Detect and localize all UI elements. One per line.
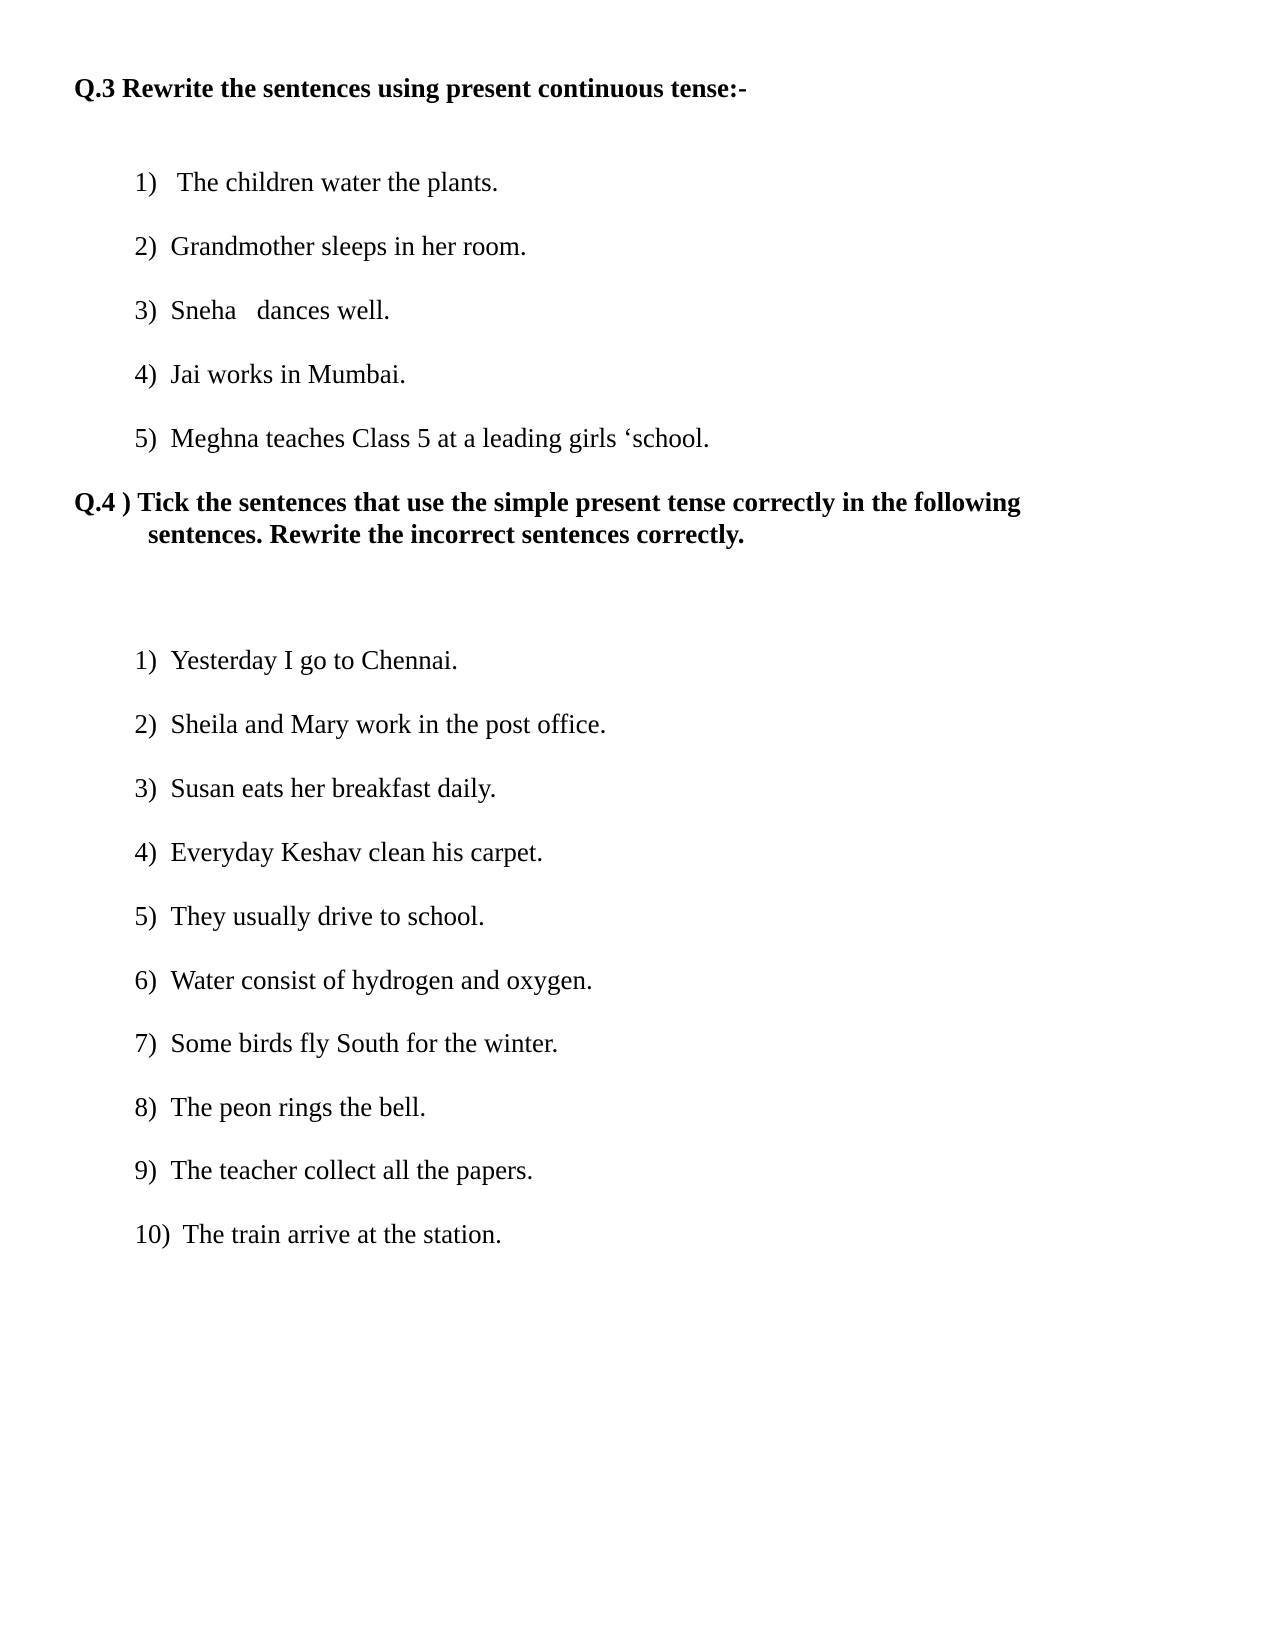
q4-list-item bbox=[121, 740, 496, 804]
q4-heading-line2: sentences. Rewrite the incorrect sentences correctly. bbox=[148, 519, 745, 549]
item-number: 2) bbox=[134, 231, 157, 261]
q3-list-item bbox=[121, 198, 527, 262]
item-number: 8) bbox=[134, 1092, 157, 1122]
item-text: Sneha dances well. bbox=[170, 295, 391, 325]
q4-list-item bbox=[121, 932, 593, 996]
q3-list-item bbox=[121, 262, 390, 326]
item-number: 7) bbox=[134, 1028, 157, 1058]
item-text: The train arrive at the station. bbox=[182, 1219, 502, 1249]
item-number: 3) bbox=[134, 773, 157, 803]
q4-list-item bbox=[121, 1059, 426, 1123]
item-text: Sheila and Mary work in the post office. bbox=[170, 709, 607, 739]
item-number: 4) bbox=[134, 837, 157, 867]
item-number: 2) bbox=[134, 709, 157, 739]
item-text: Jai works in Mumbai. bbox=[170, 359, 406, 389]
q4-list-item bbox=[121, 1122, 533, 1186]
item-text: Yesterday I go to Chennai. bbox=[170, 645, 458, 675]
q4-list-item bbox=[121, 1186, 502, 1250]
item-text: They usually drive to school. bbox=[170, 901, 485, 931]
item-number: 5) bbox=[134, 423, 157, 453]
q4-heading-line1: Q.4 ) Tick the sentences that use the simple present tense correctly in the following bbox=[74, 487, 1021, 517]
item-text: Grandmother sleeps in her room. bbox=[170, 231, 527, 261]
item-text: Some birds fly South for the winter. bbox=[170, 1028, 559, 1058]
item-text: Susan eats her breakfast daily. bbox=[170, 773, 497, 803]
q4-list-item bbox=[121, 804, 543, 868]
q4-list-item bbox=[121, 612, 458, 676]
q3-list-item bbox=[121, 326, 406, 390]
q3-heading: Q.3 Rewrite the sentences using present continuous tense:- bbox=[74, 73, 747, 103]
q4-list-item bbox=[121, 868, 485, 932]
item-text: Everyday Keshav clean his carpet. bbox=[170, 837, 544, 867]
item-number: 4) bbox=[134, 359, 157, 389]
q4-list-item bbox=[121, 995, 558, 1059]
item-number: 6) bbox=[134, 965, 157, 995]
item-number: 5) bbox=[134, 901, 157, 931]
item-text: The peon rings the bell. bbox=[170, 1092, 427, 1122]
q3-list-item bbox=[121, 390, 710, 454]
item-text: Meghna teaches Class 5 at a leading girls ‘school. bbox=[170, 423, 710, 453]
q3-list-item bbox=[121, 134, 498, 198]
q4-list-item bbox=[121, 676, 606, 740]
item-number: 9) bbox=[134, 1155, 157, 1185]
item-text: The children water the plants. bbox=[170, 167, 499, 197]
item-number: 1) bbox=[134, 167, 157, 197]
item-number: 1) bbox=[134, 645, 157, 675]
item-text: The teacher collect all the papers. bbox=[170, 1155, 534, 1185]
item-number: 10) bbox=[134, 1219, 171, 1249]
item-number: 3) bbox=[134, 295, 157, 325]
item-text: Water consist of hydrogen and oxygen. bbox=[170, 965, 593, 995]
